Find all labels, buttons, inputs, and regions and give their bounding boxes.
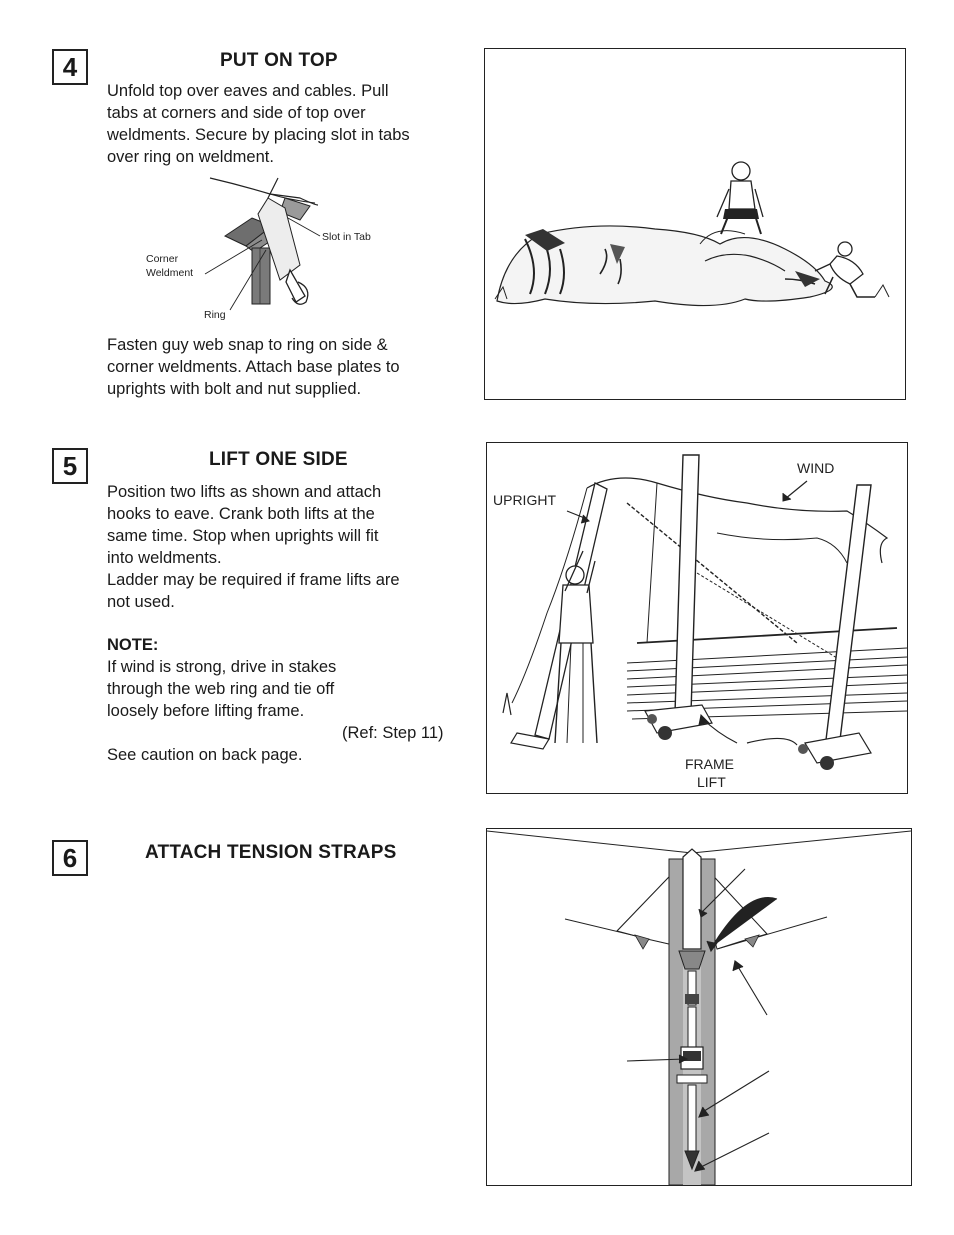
step-4-intro-line: tabs at corners and side of top over	[107, 104, 366, 122]
upright-label: UPRIGHT	[493, 492, 556, 508]
step-5-title: LIFT ONE SIDE	[209, 449, 348, 470]
step-4-intro-line: over ring on weldment.	[107, 148, 274, 166]
step-5-figure	[486, 442, 908, 794]
corner-label: Corner	[146, 253, 179, 265]
step-5-line: hooks to eave. Crank both lifts at the	[107, 505, 375, 523]
step-4-intro-line: weldments. Secure by placing slot in tabs	[107, 126, 410, 144]
step-5-number: 5	[52, 448, 88, 484]
step-4-outro-line: uprights with bolt and nut supplied.	[107, 380, 362, 398]
reference-note: (Ref: Step 11)	[342, 724, 444, 742]
lift-side-illustration	[487, 443, 907, 793]
step-6-figure	[486, 828, 912, 1186]
ring-label: Ring	[204, 309, 226, 321]
corner-weldment-diagram	[140, 170, 400, 325]
step-5-line: same time. Stop when uprights will fit	[107, 527, 379, 545]
note-line: through the web ring and tie off	[107, 680, 335, 698]
unfold-top-illustration	[485, 49, 905, 399]
note-line: loosely before lifting frame.	[107, 702, 305, 720]
note-title: NOTE:	[107, 636, 159, 654]
step-6-number: 6	[52, 840, 88, 876]
step-4-outro-line: Fasten guy web snap to ring on side &	[107, 336, 388, 354]
slot-in-tab-label: Slot in Tab	[322, 231, 371, 243]
note-body	[107, 656, 336, 722]
step-6-title: ATTACH TENSION STRAPS	[145, 842, 397, 863]
step-5-line: not used.	[107, 593, 175, 611]
step-4-figure	[484, 48, 906, 400]
step-5-line: into weldments.	[107, 549, 222, 567]
step-4-intro	[107, 80, 410, 168]
note-line: If wind is strong, drive in stakes	[107, 658, 337, 676]
step-4-title: PUT ON TOP	[220, 50, 338, 71]
step-5-line: Position two lifts as shown and attach	[107, 483, 382, 501]
caution-note: See caution on back page.	[107, 746, 303, 764]
step-5-body	[107, 481, 400, 613]
wind-label: WIND	[797, 460, 835, 476]
step-5-line: Ladder may be required if frame lifts are	[107, 571, 400, 589]
step-4-intro-line: Unfold top over eaves and cables. Pull	[107, 82, 389, 100]
step-4-number: 4	[52, 49, 88, 85]
tension-strap-illustration	[487, 829, 911, 1185]
weldment-label: Weldment	[146, 267, 194, 279]
lift-label: LIFT	[697, 774, 726, 790]
frame-label: FRAME	[685, 756, 734, 772]
step-4-outro-line: corner weldments. Attach base plates to	[107, 358, 400, 376]
step-4-outro	[107, 334, 400, 400]
